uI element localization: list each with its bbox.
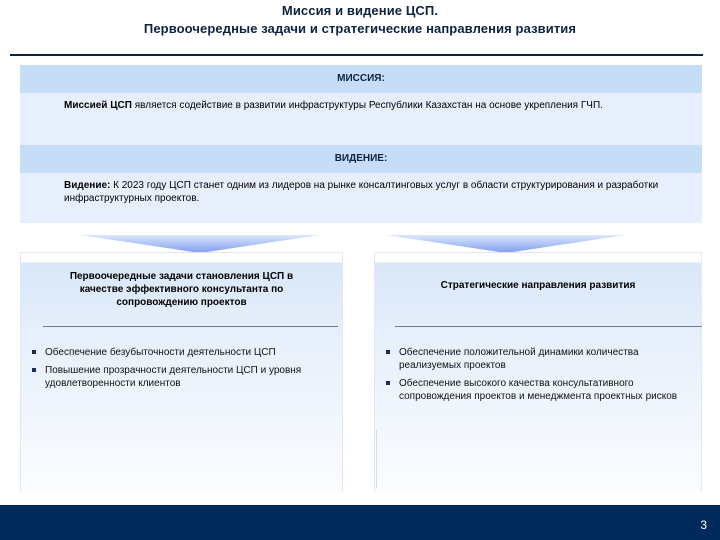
down-arrow-left-icon [80,235,320,253]
mission-section [20,65,702,145]
vision-text: К 2023 году ЦСП станет одним из лидеров на рынке консалтинговых услуг в области структурирования и разработки инфраструктурных проектов. [64,180,659,204]
strategic-directions-title: Стратегические направления развития [440,280,636,291]
slide-title-line-2: Первоочередные задачи и стратегические направления развития [143,21,577,36]
strategic-directions-panel [374,252,702,492]
down-arrow-right-icon [386,235,626,253]
list-item [31,346,334,359]
vision-body [20,173,702,223]
panel-divider [395,326,702,327]
list-item-text: Обеспечение положительной динамики количества реализуемых проектов [399,347,639,371]
vision-header: ВИДЕНИЕ: [20,145,702,173]
page-number: 3 [700,518,707,532]
priority-tasks-title: Первоочередные задачи становления ЦСП в качестве эффективного консультанта по сопровождению проектов [69,271,294,308]
priority-tasks-panel [20,252,343,492]
square-bullet-icon [32,350,36,354]
panel-vertical-divider [376,430,377,488]
strategic-directions-list [385,346,693,408]
square-bullet-icon [32,368,36,372]
list-item [385,377,693,403]
mission-body [20,93,702,145]
mission-text: является содействие в развитии инфраструктуры Республики Казахстан на основе укрепления ГЧП. [131,100,603,111]
vision-section [20,145,702,223]
list-item [31,364,334,390]
panel-divider [43,326,338,327]
square-bullet-icon [386,381,390,385]
list-item-text: Повышение прозрачности деятельности ЦСП и уровня удовлетворенности клиентов [45,365,302,389]
slide-title-line-1: Миссия и видение ЦСП. [281,3,439,18]
title-divider [10,54,703,56]
vision-lead: Видение: [64,180,111,191]
mission-lead: Миссией ЦСП [64,100,132,111]
list-item [385,346,693,372]
list-item-text: Обеспечение безубыточности деятельности ЦСП [45,347,276,358]
square-bullet-icon [386,350,390,354]
list-item-text: Обеспечение высокого качества консультативного сопровождения проектов и менеджмента проектных рисков [399,378,678,402]
footer-bar [0,505,720,540]
priority-tasks-list [31,346,334,395]
mission-header: МИССИЯ: [20,65,702,93]
